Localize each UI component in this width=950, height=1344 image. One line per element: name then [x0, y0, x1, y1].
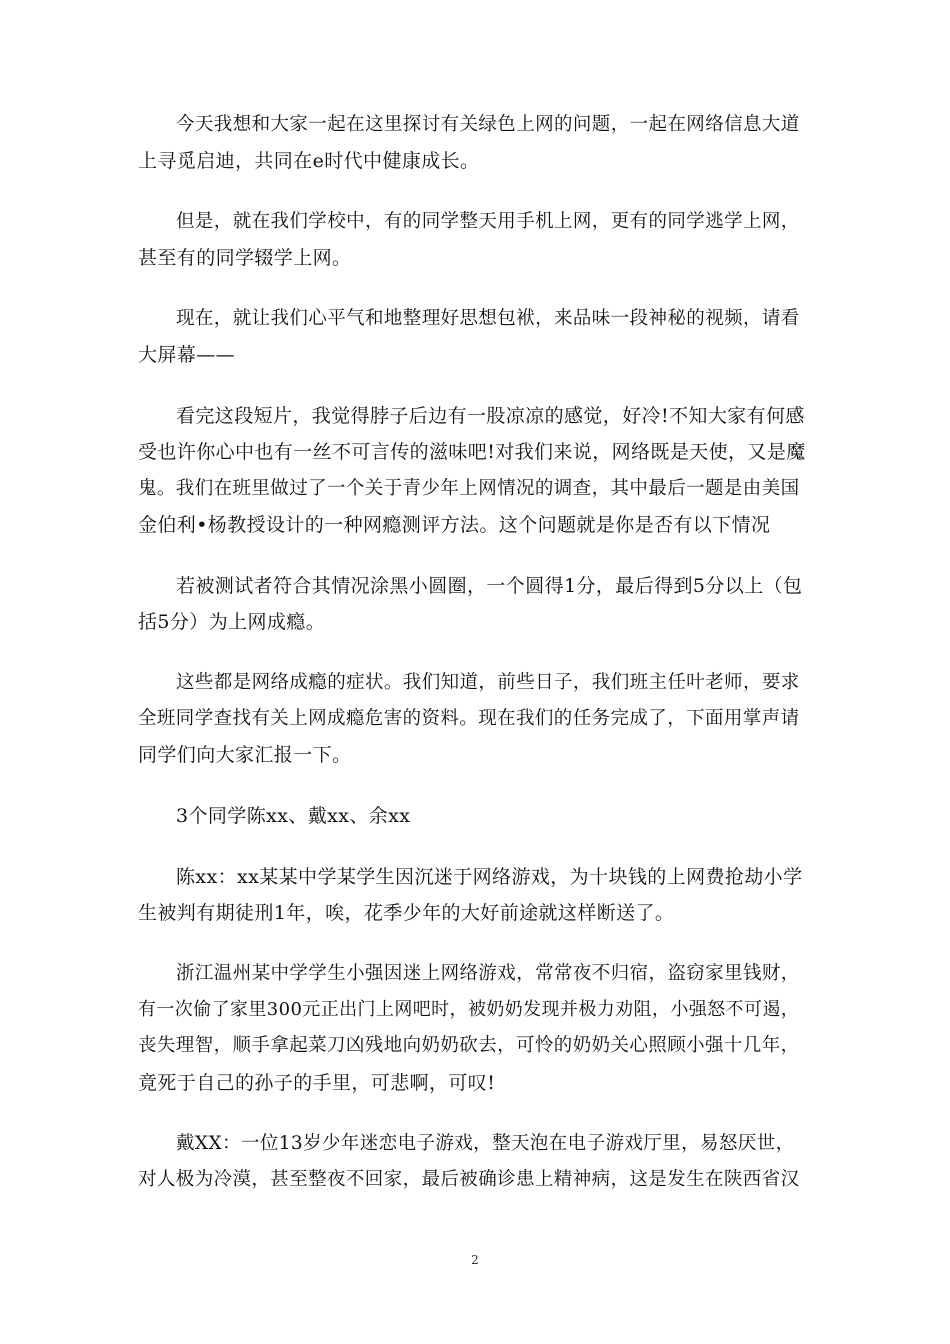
- paragraph-6-line-2: 全班同学查找有关上网成瘾危害的资料。现在我们的任务完成了，下面用掌声请: [138, 708, 800, 729]
- paragraph-3-line-1: 现在，就让我们心平气和地整理好思想包袱，来品味一段神秘的视频，请看: [176, 308, 800, 329]
- paragraph-4-line-3: 鬼。我们在班里做过了一个关于青少年上网情况的调查，其中最后一题是由美国: [138, 478, 800, 499]
- paragraph-8-line-1: 陈xx：xx某某中学某学生因沉迷于网络游戏，为十块钱的上网费抢劫小学: [176, 866, 803, 888]
- paragraph-9-line-1: 浙江温州某中学学生小强因迷上网络游戏，常常夜不归宿，盗窃家里钱财，: [176, 963, 800, 984]
- paragraph-9-line-4: 竟死于自己的孙子的手里，可悲啊，可叹!: [138, 1072, 496, 1094]
- paragraph-10-line-1: 戴XX：一位13岁少年迷恋电子游戏，整天泡在电子游戏厅里，易怒厌世，: [176, 1133, 795, 1154]
- paragraph-6-line-3: 同学们向大家汇报一下。: [138, 744, 352, 766]
- paragraph-9-line-3: 丧失理智，顺手拿起菜刀凶残地向奶奶砍去，可怜的奶奶关心照顾小强十几年，: [138, 1035, 800, 1056]
- paragraph-2-line-2: 甚至有的同学辍学上网。: [138, 247, 352, 269]
- paragraph-2-line-1: 但是，就在我们学校中，有的同学整天用手机上网，更有的同学逃学上网，: [176, 211, 800, 232]
- paragraph-8-line-2: 生被判有期徒刑1年，唉，花季少年的大好前途就这样断送了。: [138, 902, 675, 924]
- paragraph-4-line-1: 看完这段短片，我觉得脖子后边有一股凉凉的感觉，好冷!不知大家有何感: [176, 405, 805, 427]
- paragraph-9-line-2: 有一次偷了家里300元正出门上网吧时，被奶奶发现并极力劝阻，小强怒不可遏，: [138, 999, 800, 1020]
- page-number: 2: [471, 1253, 479, 1267]
- paragraph-5-line-2: 括5分）为上网成瘾。: [138, 611, 326, 633]
- paragraph-4-line-2: 受也许你心中也有一丝不可言传的滋味吧!对我们来说，网络既是天使，又是魔: [138, 441, 806, 463]
- paragraph-4-line-4: 金伯利•杨教授设计的一种网瘾测评方法。这个问题就是你是否有以下情况: [138, 514, 771, 536]
- paragraph-7-line-1: 3个同学陈xx、戴xx、余xx: [176, 805, 411, 827]
- paragraph-3-line-2: 大屏幕——: [138, 344, 236, 366]
- paragraph-5-line-1: 若被测试者符合其情况涂黑小圆圈，一个圆得1分，最后得到5分以上（包: [176, 575, 803, 597]
- paragraph-1-line-1: 今天我想和大家一起在这里探讨有关绿色上网的问题，一起在网络信息大道: [176, 114, 800, 135]
- paragraph-6-line-1: 这些都是网络成瘾的症状。我们知道，前些日子，我们班主任叶老师，要求: [176, 672, 800, 693]
- paragraph-10-line-2: 对人极为冷漠，甚至整夜不回家，最后被确诊患上精神病，这是发生在陕西省汉: [138, 1169, 800, 1190]
- paragraph-1-line-2: 上寻觅启迪，共同在e时代中健康成长。: [138, 150, 480, 172]
